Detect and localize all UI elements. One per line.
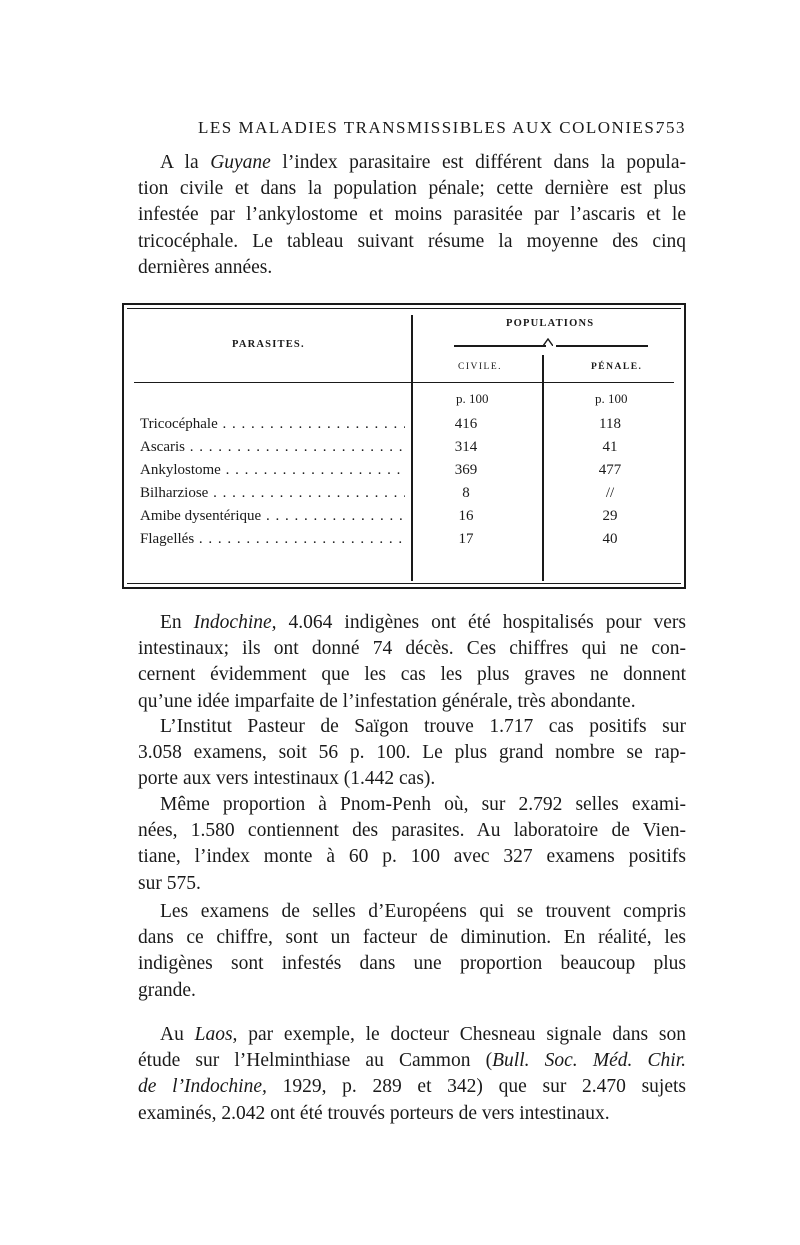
text-run: En bbox=[160, 612, 194, 633]
header-parasites: PARASITES. bbox=[232, 339, 305, 350]
value-penale: 40 bbox=[602, 531, 618, 547]
body-line: porte aux vers intestinaux (1.442 cas). bbox=[138, 768, 436, 790]
italic-place: Laos, bbox=[194, 1024, 238, 1045]
text-run: étude sur l’Helminthiase au Cammon ( bbox=[138, 1050, 493, 1072]
header-penale: PÉNALE. bbox=[591, 362, 643, 372]
body-line bbox=[138, 1022, 686, 1048]
body-line: dans ce chiffre, sont un facteur de diminution. En réalité, les bbox=[138, 927, 686, 949]
europeens-paragraph bbox=[138, 899, 686, 1004]
unit-penale: p. 100 bbox=[595, 391, 628, 406]
value-civile: 17 bbox=[458, 531, 474, 547]
header-populations: POPULATIONS bbox=[506, 318, 595, 329]
intro-line-2: tion civile et dans la population pénale; cette dernière est plus bbox=[138, 178, 686, 200]
body-line bbox=[138, 1074, 686, 1100]
text-run: 4.064 indigènes ont été hospitalisés pour vers bbox=[276, 612, 686, 633]
body-line: tiane, l’index monte à 60 p. 100 avec 327 examens positifs bbox=[138, 846, 686, 868]
body-line bbox=[138, 610, 686, 636]
pnom-penh-paragraph bbox=[138, 792, 686, 897]
value-civile: 314 bbox=[454, 439, 478, 455]
intro-line-1-b: l’index parasitaire est différent dans la popula- bbox=[270, 152, 686, 173]
body-line: qu’une idée imparfaite de l’infestation générale, très abondante. bbox=[138, 690, 636, 712]
intro-line-1-a: A la bbox=[160, 152, 211, 173]
value-penale: 118 bbox=[599, 416, 621, 432]
value-civile: 369 bbox=[454, 462, 478, 478]
parasite-table bbox=[122, 303, 686, 589]
text-run: 1929, p. 289 et 342) que sur 2.470 sujets bbox=[266, 1076, 686, 1098]
header-civile: CIVILE. bbox=[458, 362, 503, 372]
italic-place: Indochine, bbox=[193, 612, 277, 633]
table-row bbox=[140, 416, 680, 438]
text-run: par exemple, le docteur Chesneau signale dans son bbox=[237, 1024, 686, 1045]
header-brace-right bbox=[556, 345, 648, 347]
running-title: LES MALADIES TRANSMISSIBLES AUX COLONIES. bbox=[198, 118, 662, 137]
parasite-name: Ankylostome . . . bbox=[140, 462, 405, 479]
value-penale: 41 bbox=[602, 439, 618, 455]
value-civile: 416 bbox=[454, 416, 478, 432]
value-civile: 8 bbox=[462, 485, 470, 501]
intro-guyane: Guyane bbox=[210, 152, 271, 173]
value-penale: // bbox=[605, 485, 615, 501]
body-line: sur 575. bbox=[138, 872, 201, 894]
laos-paragraph bbox=[138, 1022, 686, 1127]
header-brace-tip bbox=[543, 338, 553, 346]
table-inner-top-rule bbox=[127, 308, 681, 309]
table-row bbox=[140, 462, 680, 484]
indochine-paragraph bbox=[138, 610, 686, 715]
header-brace-left bbox=[454, 345, 546, 347]
unit-civile: p. 100 bbox=[456, 391, 489, 406]
intro-line-3: infestée par l’ankylostome et moins parasitée par l’ascaris et le bbox=[138, 204, 686, 226]
body-line: nées, 1.580 contiennent des parasites. Au laboratoire de Vien- bbox=[138, 820, 686, 842]
parasite-name: Flagellés . . . bbox=[140, 531, 405, 548]
intro-line-4: tricocéphale. Le tableau suivant résume la moyenne des cinq bbox=[138, 230, 686, 252]
body-line: Les examens de selles d’Européens qui se trouvent compris bbox=[160, 901, 686, 922]
page-number: 753 bbox=[656, 118, 686, 137]
pasteur-paragraph bbox=[138, 714, 686, 793]
intro-line-5: dernières années. bbox=[138, 256, 273, 278]
parasite-name: Bilharziose . . . bbox=[140, 485, 405, 502]
table-row bbox=[140, 439, 680, 461]
body-line: cernent évidemment que les cas les plus graves ne donnent bbox=[138, 664, 686, 686]
parasite-name: Amibe dysentérique . . . bbox=[140, 508, 405, 525]
table-row bbox=[140, 508, 680, 530]
body-line: 3.058 examens, soit 56 p. 100. Le plus grand nombre se rap- bbox=[138, 742, 686, 764]
body-line bbox=[138, 1048, 686, 1074]
table-row bbox=[140, 531, 680, 553]
table-row bbox=[140, 485, 680, 507]
body-line: examinés, 2.042 ont été trouvés porteurs de vers intestinaux. bbox=[138, 1102, 610, 1124]
intro-line-1 bbox=[138, 150, 686, 176]
parasite-name: Ascaris . . . bbox=[140, 439, 405, 456]
parasite-name: Tricocéphale . . . bbox=[140, 416, 405, 433]
citation-journal: Bull. Soc. Méd. Chir. bbox=[492, 1050, 686, 1072]
value-penale: 477 bbox=[598, 462, 622, 478]
intro-paragraph bbox=[138, 150, 686, 281]
running-head bbox=[138, 118, 686, 142]
body-line: L’Institut Pasteur de Saïgon trouve 1.717 cas positifs sur bbox=[160, 716, 686, 737]
body-line: intestinaux; ils ont donné 74 décès. Ces chiffres qui ne con- bbox=[138, 638, 686, 660]
body-line: Même proportion à Pnom-Penh où, sur 2.792 selles exami- bbox=[160, 794, 686, 815]
body-line: grande. bbox=[138, 979, 196, 1001]
value-penale: 29 bbox=[602, 508, 618, 524]
body-line: indigènes sont infestés dans une proportion beaucoup plus bbox=[138, 953, 686, 975]
table-header-rule bbox=[134, 382, 674, 383]
value-civile: 16 bbox=[458, 508, 474, 524]
table-inner-bottom-rule bbox=[127, 583, 681, 584]
text-run: Au bbox=[160, 1024, 195, 1045]
citation-journal: de l’Indochine, bbox=[138, 1076, 267, 1098]
